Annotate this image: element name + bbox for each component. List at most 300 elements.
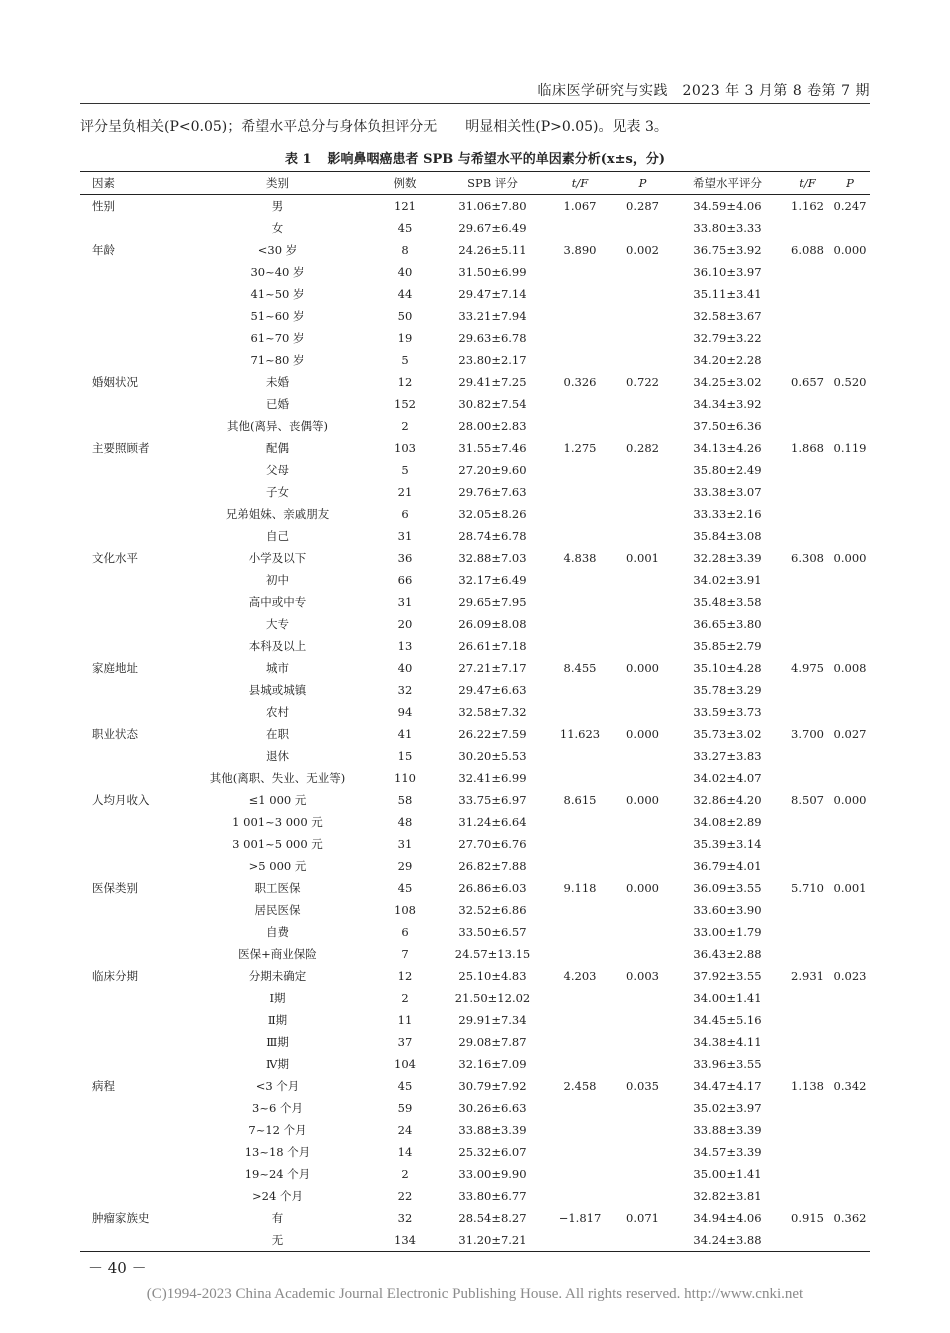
hope-tf-cell xyxy=(785,591,830,613)
spb-score-cell: 33.88±3.39 xyxy=(458,1123,527,1137)
category-cell: Ⅳ期 xyxy=(266,1057,289,1071)
category-cell: 未婚 xyxy=(266,375,289,389)
count-cell: 31 xyxy=(397,837,413,851)
hope-p-cell xyxy=(830,899,870,921)
hope-p-cell: 0.000 xyxy=(833,793,867,807)
count-cell: 20 xyxy=(397,617,413,631)
table-row xyxy=(80,943,870,965)
table-row xyxy=(80,1119,870,1141)
hope-p-cell xyxy=(830,921,870,943)
table-row xyxy=(80,987,870,1009)
spb-p-cell xyxy=(615,767,670,789)
count-cell: 110 xyxy=(394,771,416,785)
hope-score-cell: 34.20±2.28 xyxy=(693,353,762,367)
factor-cell xyxy=(80,327,185,349)
spb-score-cell: 32.16±7.09 xyxy=(458,1057,527,1071)
hope-tf-cell xyxy=(785,833,830,855)
count-cell: 45 xyxy=(397,1079,413,1093)
hope-score-cell: 36.79±4.01 xyxy=(693,859,762,873)
spb-score-cell: 25.32±6.07 xyxy=(458,1145,527,1159)
category-cell: 51~60 岁 xyxy=(250,309,305,323)
hope-p-cell xyxy=(830,855,870,877)
factor-cell xyxy=(80,899,185,921)
count-cell: 12 xyxy=(397,969,413,983)
table-row xyxy=(80,921,870,943)
category-cell: 19~24 个月 xyxy=(244,1167,311,1181)
hope-tf-cell xyxy=(785,569,830,591)
hope-p-cell: 0.001 xyxy=(833,881,867,895)
count-cell: 2 xyxy=(401,991,409,1005)
table-row xyxy=(80,283,870,305)
spb-score-cell: 29.65±7.95 xyxy=(458,595,527,609)
spb-score-cell: 30.26±6.63 xyxy=(458,1101,527,1115)
hope-tf-cell xyxy=(785,1185,830,1207)
count-cell: 40 xyxy=(397,265,413,279)
hope-tf-cell xyxy=(785,393,830,415)
table-row xyxy=(80,899,870,921)
col-header-factor: 因素 xyxy=(80,172,185,195)
category-cell: 61~70 岁 xyxy=(250,331,305,345)
spb-score-cell: 29.41±7.25 xyxy=(458,375,527,389)
spb-tf-cell xyxy=(545,525,615,547)
count-cell: 15 xyxy=(397,749,413,763)
hope-score-cell: 36.10±3.97 xyxy=(693,265,762,279)
hope-score-cell: 36.65±3.80 xyxy=(693,617,762,631)
hope-score-cell: 34.13±4.26 xyxy=(693,441,762,455)
spb-tf-cell xyxy=(545,1163,615,1185)
hope-p-cell xyxy=(830,569,870,591)
spb-tf-cell xyxy=(545,767,615,789)
spb-score-cell: 31.50±6.99 xyxy=(458,265,527,279)
spb-tf-cell xyxy=(545,613,615,635)
hope-p-cell xyxy=(830,745,870,767)
table-title xyxy=(0,148,950,167)
journal-header: 临床医学研究与实践 2023 年 3 月第 8 卷第 7 期 xyxy=(537,83,870,99)
spb-tf-cell xyxy=(545,503,615,525)
spb-p-cell xyxy=(615,217,670,239)
spb-score-cell: 29.47±7.14 xyxy=(458,287,527,301)
hope-tf-cell: 0.657 xyxy=(791,375,824,389)
count-cell: 48 xyxy=(397,815,413,829)
factor-cell xyxy=(80,1031,185,1053)
spb-p-cell xyxy=(615,525,670,547)
count-cell: 5 xyxy=(401,463,409,477)
spb-tf-cell: 1.275 xyxy=(563,441,597,455)
spb-tf-cell xyxy=(545,1031,615,1053)
table-row xyxy=(80,239,870,261)
category-cell: <3 个月 xyxy=(255,1079,300,1093)
category-cell: 县城或城镇 xyxy=(248,683,307,697)
table-row xyxy=(80,591,870,613)
category-cell: 7~12 个月 xyxy=(248,1123,307,1137)
category-cell: 自费 xyxy=(266,925,289,939)
hope-p-cell xyxy=(830,1119,870,1141)
count-cell: 104 xyxy=(394,1057,416,1071)
count-cell: 66 xyxy=(397,573,413,587)
hope-score-cell: 34.47±4.17 xyxy=(693,1079,762,1093)
category-cell: 男 xyxy=(271,199,284,213)
factor-cell xyxy=(80,613,185,635)
hope-p-cell xyxy=(830,635,870,657)
count-cell: 6 xyxy=(401,925,409,939)
count-cell: 50 xyxy=(397,309,413,323)
table-row xyxy=(80,789,870,811)
category-cell: 本科及以上 xyxy=(248,639,307,653)
category-cell: 医保+商业保险 xyxy=(238,947,317,961)
spb-p-cell xyxy=(615,261,670,283)
spb-score-cell: 29.08±7.87 xyxy=(458,1035,527,1049)
count-cell: 13 xyxy=(397,639,413,653)
spb-tf-cell xyxy=(545,261,615,283)
spb-score-cell: 33.50±6.57 xyxy=(458,925,527,939)
table-row xyxy=(80,657,870,679)
table-row xyxy=(80,833,870,855)
hope-score-cell: 35.85±2.79 xyxy=(693,639,762,653)
hope-p-cell xyxy=(830,349,870,371)
spb-p-cell xyxy=(615,415,670,437)
hope-score-cell: 34.38±4.11 xyxy=(693,1035,762,1049)
table-row xyxy=(80,481,870,503)
spb-p-cell xyxy=(615,393,670,415)
spb-score-cell: 27.20±9.60 xyxy=(458,463,527,477)
hope-score-cell: 34.00±1.41 xyxy=(693,991,762,1005)
hope-score-cell: 35.11±3.41 xyxy=(693,287,762,301)
hope-tf-cell: 6.088 xyxy=(791,243,824,257)
hope-score-cell: 33.38±3.07 xyxy=(693,485,762,499)
spb-score-cell: 29.67±6.49 xyxy=(458,221,527,235)
factor-cell xyxy=(80,349,185,371)
count-cell: 2 xyxy=(401,1167,409,1181)
category-cell: 小学及以下 xyxy=(248,551,307,565)
table-row xyxy=(80,547,870,569)
factor-cell xyxy=(80,701,185,723)
category-cell: 兄弟姐妹、亲戚朋友 xyxy=(225,507,330,521)
hope-tf-cell xyxy=(785,261,830,283)
spb-score-cell: 31.24±6.64 xyxy=(458,815,527,829)
table-row xyxy=(80,415,870,437)
factor-cell xyxy=(80,393,185,415)
spb-tf-cell xyxy=(545,1229,615,1252)
spb-tf-cell: −1.817 xyxy=(558,1211,602,1225)
table-row xyxy=(80,965,870,987)
hope-tf-cell xyxy=(785,283,830,305)
category-cell: 已婚 xyxy=(266,397,289,411)
category-cell: 高中或中专 xyxy=(248,595,307,609)
spb-tf-cell xyxy=(545,987,615,1009)
hope-tf-cell xyxy=(785,1097,830,1119)
hope-tf-cell xyxy=(785,811,830,833)
spb-score-cell: 33.00±9.90 xyxy=(458,1167,527,1181)
table-row xyxy=(80,1163,870,1185)
hope-tf-cell xyxy=(785,1119,830,1141)
category-cell: 初中 xyxy=(266,573,289,587)
hope-tf-cell: 8.507 xyxy=(791,793,824,807)
factor-cell: 人均月收入 xyxy=(92,793,150,807)
factor-cell xyxy=(80,745,185,767)
factor-cell xyxy=(80,459,185,481)
hope-tf-cell: 4.975 xyxy=(791,661,824,675)
hope-score-cell: 35.84±3.08 xyxy=(693,529,762,543)
factor-cell xyxy=(80,591,185,613)
hope-tf-cell: 1.868 xyxy=(791,441,824,455)
factor-cell xyxy=(80,767,185,789)
hope-p-cell: 0.247 xyxy=(833,199,867,213)
spb-score-cell: 30.20±5.53 xyxy=(458,749,527,763)
hope-p-cell xyxy=(830,525,870,547)
table-row xyxy=(80,1141,870,1163)
hope-p-cell xyxy=(830,1031,870,1053)
spb-p-cell xyxy=(615,943,670,965)
table-row xyxy=(80,305,870,327)
spb-score-cell: 24.57±13.15 xyxy=(454,947,531,961)
col-header-p-1: P xyxy=(615,172,670,195)
category-cell: 71~80 岁 xyxy=(250,353,305,367)
spb-score-cell: 26.22±7.59 xyxy=(458,727,527,741)
count-cell: 134 xyxy=(370,1229,440,1252)
count-cell: 103 xyxy=(394,441,416,455)
spb-tf-cell: 0.326 xyxy=(563,375,597,389)
spb-p-cell xyxy=(615,1097,670,1119)
spb-tf-cell xyxy=(545,327,615,349)
hope-score-cell: 35.48±3.58 xyxy=(693,595,762,609)
spb-tf-cell xyxy=(545,481,615,503)
spb-p-cell: 0.001 xyxy=(626,551,659,565)
hope-score-cell: 34.02±3.91 xyxy=(693,573,762,587)
spb-p-cell xyxy=(615,855,670,877)
factor-cell xyxy=(80,833,185,855)
hope-tf-cell xyxy=(785,349,830,371)
spb-tf-cell xyxy=(545,679,615,701)
category-cell: 在职 xyxy=(266,727,289,741)
hope-p-cell xyxy=(830,459,870,481)
factor-cell xyxy=(80,679,185,701)
spb-tf-cell xyxy=(545,459,615,481)
hope-score-cell: 33.88±3.39 xyxy=(693,1123,762,1137)
count-cell: 11 xyxy=(397,1013,413,1027)
spb-tf-cell xyxy=(545,591,615,613)
count-cell: 94 xyxy=(397,705,413,719)
hope-score-cell: 37.50±6.36 xyxy=(693,419,762,433)
category-cell: 女 xyxy=(271,221,284,235)
hope-score-cell: 34.25±3.02 xyxy=(693,375,762,389)
factor-cell xyxy=(80,503,185,525)
table-row xyxy=(80,217,870,239)
hope-tf-cell: 5.710 xyxy=(791,881,824,895)
hope-score-cell: 33.80±3.33 xyxy=(693,221,762,235)
hope-p-cell: 0.362 xyxy=(833,1211,867,1225)
count-cell: 41 xyxy=(397,727,413,741)
hope-p-cell xyxy=(830,1053,870,1075)
spb-p-cell xyxy=(615,283,670,305)
hope-tf-cell xyxy=(785,481,830,503)
table-row xyxy=(80,635,870,657)
hope-tf-cell xyxy=(785,987,830,1009)
table-row xyxy=(80,723,870,745)
spb-p-cell xyxy=(615,987,670,1009)
spb-score-cell: 29.91±7.34 xyxy=(458,1013,527,1027)
hope-tf-cell xyxy=(785,305,830,327)
hope-score-cell: 33.96±3.55 xyxy=(693,1057,762,1071)
spb-p-cell xyxy=(615,1185,670,1207)
table-row xyxy=(80,877,870,899)
hope-score-cell: 32.58±3.67 xyxy=(693,309,762,323)
factor-cell xyxy=(80,1141,185,1163)
spb-score-cell: 32.58±7.32 xyxy=(458,705,527,719)
table-row xyxy=(80,1075,870,1097)
hope-score-cell: 33.27±3.83 xyxy=(693,749,762,763)
spb-p-cell xyxy=(615,481,670,503)
table-row xyxy=(80,679,870,701)
hope-tf-cell xyxy=(785,459,830,481)
hope-p-cell xyxy=(830,217,870,239)
table-row xyxy=(80,1009,870,1031)
factor-cell xyxy=(80,921,185,943)
spb-tf-cell xyxy=(545,833,615,855)
header-rule xyxy=(80,103,870,104)
spb-score-cell: 33.75±6.97 xyxy=(458,793,527,807)
hope-p-cell xyxy=(830,811,870,833)
spb-score-cell: 26.61±7.18 xyxy=(458,639,527,653)
spb-tf-cell xyxy=(545,1185,615,1207)
category-cell: <30 岁 xyxy=(257,243,298,257)
hope-tf-cell xyxy=(785,217,830,239)
col-header-p-2: P xyxy=(830,172,870,195)
hope-score-cell: 35.10±4.28 xyxy=(693,661,762,675)
count-cell: 5 xyxy=(401,353,409,367)
spb-score-cell: 24.26±5.11 xyxy=(458,243,527,257)
category-cell: 配偶 xyxy=(266,441,289,455)
spb-score-cell: 25.10±4.83 xyxy=(458,969,527,983)
count-cell: 44 xyxy=(397,287,413,301)
table-row xyxy=(80,855,870,877)
count-cell: 59 xyxy=(397,1101,413,1115)
hope-score-cell: 34.57±3.39 xyxy=(693,1145,762,1159)
count-cell: 45 xyxy=(397,881,413,895)
table-row xyxy=(80,811,870,833)
spb-score-cell: 29.47±6.63 xyxy=(458,683,527,697)
spb-score-cell: 26.09±8.08 xyxy=(458,617,527,631)
category-cell: Ⅲ期 xyxy=(266,1035,289,1049)
category-cell: 1 001~3 000 元 xyxy=(232,815,323,829)
table-row xyxy=(80,371,870,393)
hope-score-cell: 34.94±4.06 xyxy=(693,1211,762,1225)
factor-cell: 婚姻状况 xyxy=(92,375,138,389)
hope-tf-cell xyxy=(785,635,830,657)
hope-score-cell: 35.02±3.97 xyxy=(693,1101,762,1115)
count-cell: 32 xyxy=(397,1211,413,1225)
hope-tf-cell xyxy=(785,525,830,547)
hope-score-cell: 36.75±3.92 xyxy=(693,243,762,257)
hope-tf-cell: 1.162 xyxy=(791,199,824,213)
count-cell: 6 xyxy=(401,507,409,521)
category-cell: 农村 xyxy=(266,705,289,719)
factor-cell xyxy=(80,943,185,965)
hope-score-cell: 34.02±4.07 xyxy=(693,771,762,785)
count-cell: 21 xyxy=(397,485,413,499)
count-cell: 7 xyxy=(401,947,409,961)
factor-cell xyxy=(80,283,185,305)
table-row xyxy=(80,1185,870,1207)
spb-tf-cell xyxy=(545,745,615,767)
spb-p-cell xyxy=(615,811,670,833)
category-cell: Ⅰ期 xyxy=(269,991,286,1005)
hope-tf-cell: 2.931 xyxy=(791,969,824,983)
spb-score-cell: 32.05±8.26 xyxy=(458,507,527,521)
hope-p-cell xyxy=(830,261,870,283)
spb-score-cell: 32.41±6.99 xyxy=(458,771,527,785)
hope-p-cell xyxy=(830,305,870,327)
table-row xyxy=(80,1229,870,1252)
spb-tf-cell xyxy=(545,899,615,921)
spb-p-cell xyxy=(615,1141,670,1163)
count-cell: 8 xyxy=(401,243,409,257)
hope-p-cell xyxy=(830,327,870,349)
count-cell: 31 xyxy=(397,595,413,609)
hope-p-cell xyxy=(830,1185,870,1207)
table-row xyxy=(80,1097,870,1119)
factor-cell xyxy=(80,987,185,1009)
category-cell: 职工医保 xyxy=(254,881,301,895)
spb-p-cell xyxy=(615,899,670,921)
hope-p-cell xyxy=(830,1229,870,1252)
table-row xyxy=(80,327,870,349)
hope-score-cell: 35.73±3.02 xyxy=(693,727,762,741)
category-cell: 子女 xyxy=(266,485,289,499)
hope-score-cell: 36.09±3.55 xyxy=(693,881,762,895)
factor-cell: 病程 xyxy=(92,1079,115,1093)
hope-score-cell: 32.86±4.20 xyxy=(693,793,762,807)
category-cell: 城市 xyxy=(266,661,289,675)
spb-score-cell: 33.80±6.77 xyxy=(458,1189,527,1203)
hope-score-cell: 33.60±3.90 xyxy=(693,903,762,917)
category-cell: 自己 xyxy=(266,529,289,543)
hope-tf-cell xyxy=(785,503,830,525)
factor-cell xyxy=(80,261,185,283)
spb-tf-cell xyxy=(545,921,615,943)
hope-p-cell xyxy=(830,591,870,613)
spb-p-cell xyxy=(615,327,670,349)
spb-tf-cell xyxy=(545,943,615,965)
table-row xyxy=(80,525,870,547)
spb-p-cell xyxy=(615,1031,670,1053)
intro-text-part2: 明显相关性(P>0.05)。见表 3。 xyxy=(465,119,668,135)
table-header-row xyxy=(80,172,870,195)
hope-p-cell: 0.520 xyxy=(833,375,867,389)
spb-tf-cell xyxy=(545,569,615,591)
spb-tf-cell: 3.890 xyxy=(563,243,597,257)
spb-tf-cell: 8.615 xyxy=(563,793,597,807)
hope-score-cell: 35.78±3.29 xyxy=(693,683,762,697)
factor-cell xyxy=(80,1163,185,1185)
spb-tf-cell xyxy=(545,349,615,371)
spb-p-cell xyxy=(615,613,670,635)
hope-score-cell: 35.39±3.14 xyxy=(693,837,762,851)
hope-tf-cell xyxy=(785,943,830,965)
count-cell: 36 xyxy=(397,551,413,565)
hope-tf-cell xyxy=(785,899,830,921)
table-row xyxy=(80,349,870,371)
spb-p-cell xyxy=(615,635,670,657)
table-row xyxy=(80,261,870,283)
hope-tf-cell xyxy=(785,1229,830,1252)
hope-p-cell xyxy=(830,1009,870,1031)
spb-tf-cell xyxy=(545,701,615,723)
hope-tf-cell xyxy=(785,1163,830,1185)
spb-tf-cell xyxy=(545,283,615,305)
table-number: 表 1 xyxy=(284,152,312,167)
hope-score-cell: 36.43±2.88 xyxy=(693,947,762,961)
hope-score-cell: 34.08±2.89 xyxy=(693,815,762,829)
